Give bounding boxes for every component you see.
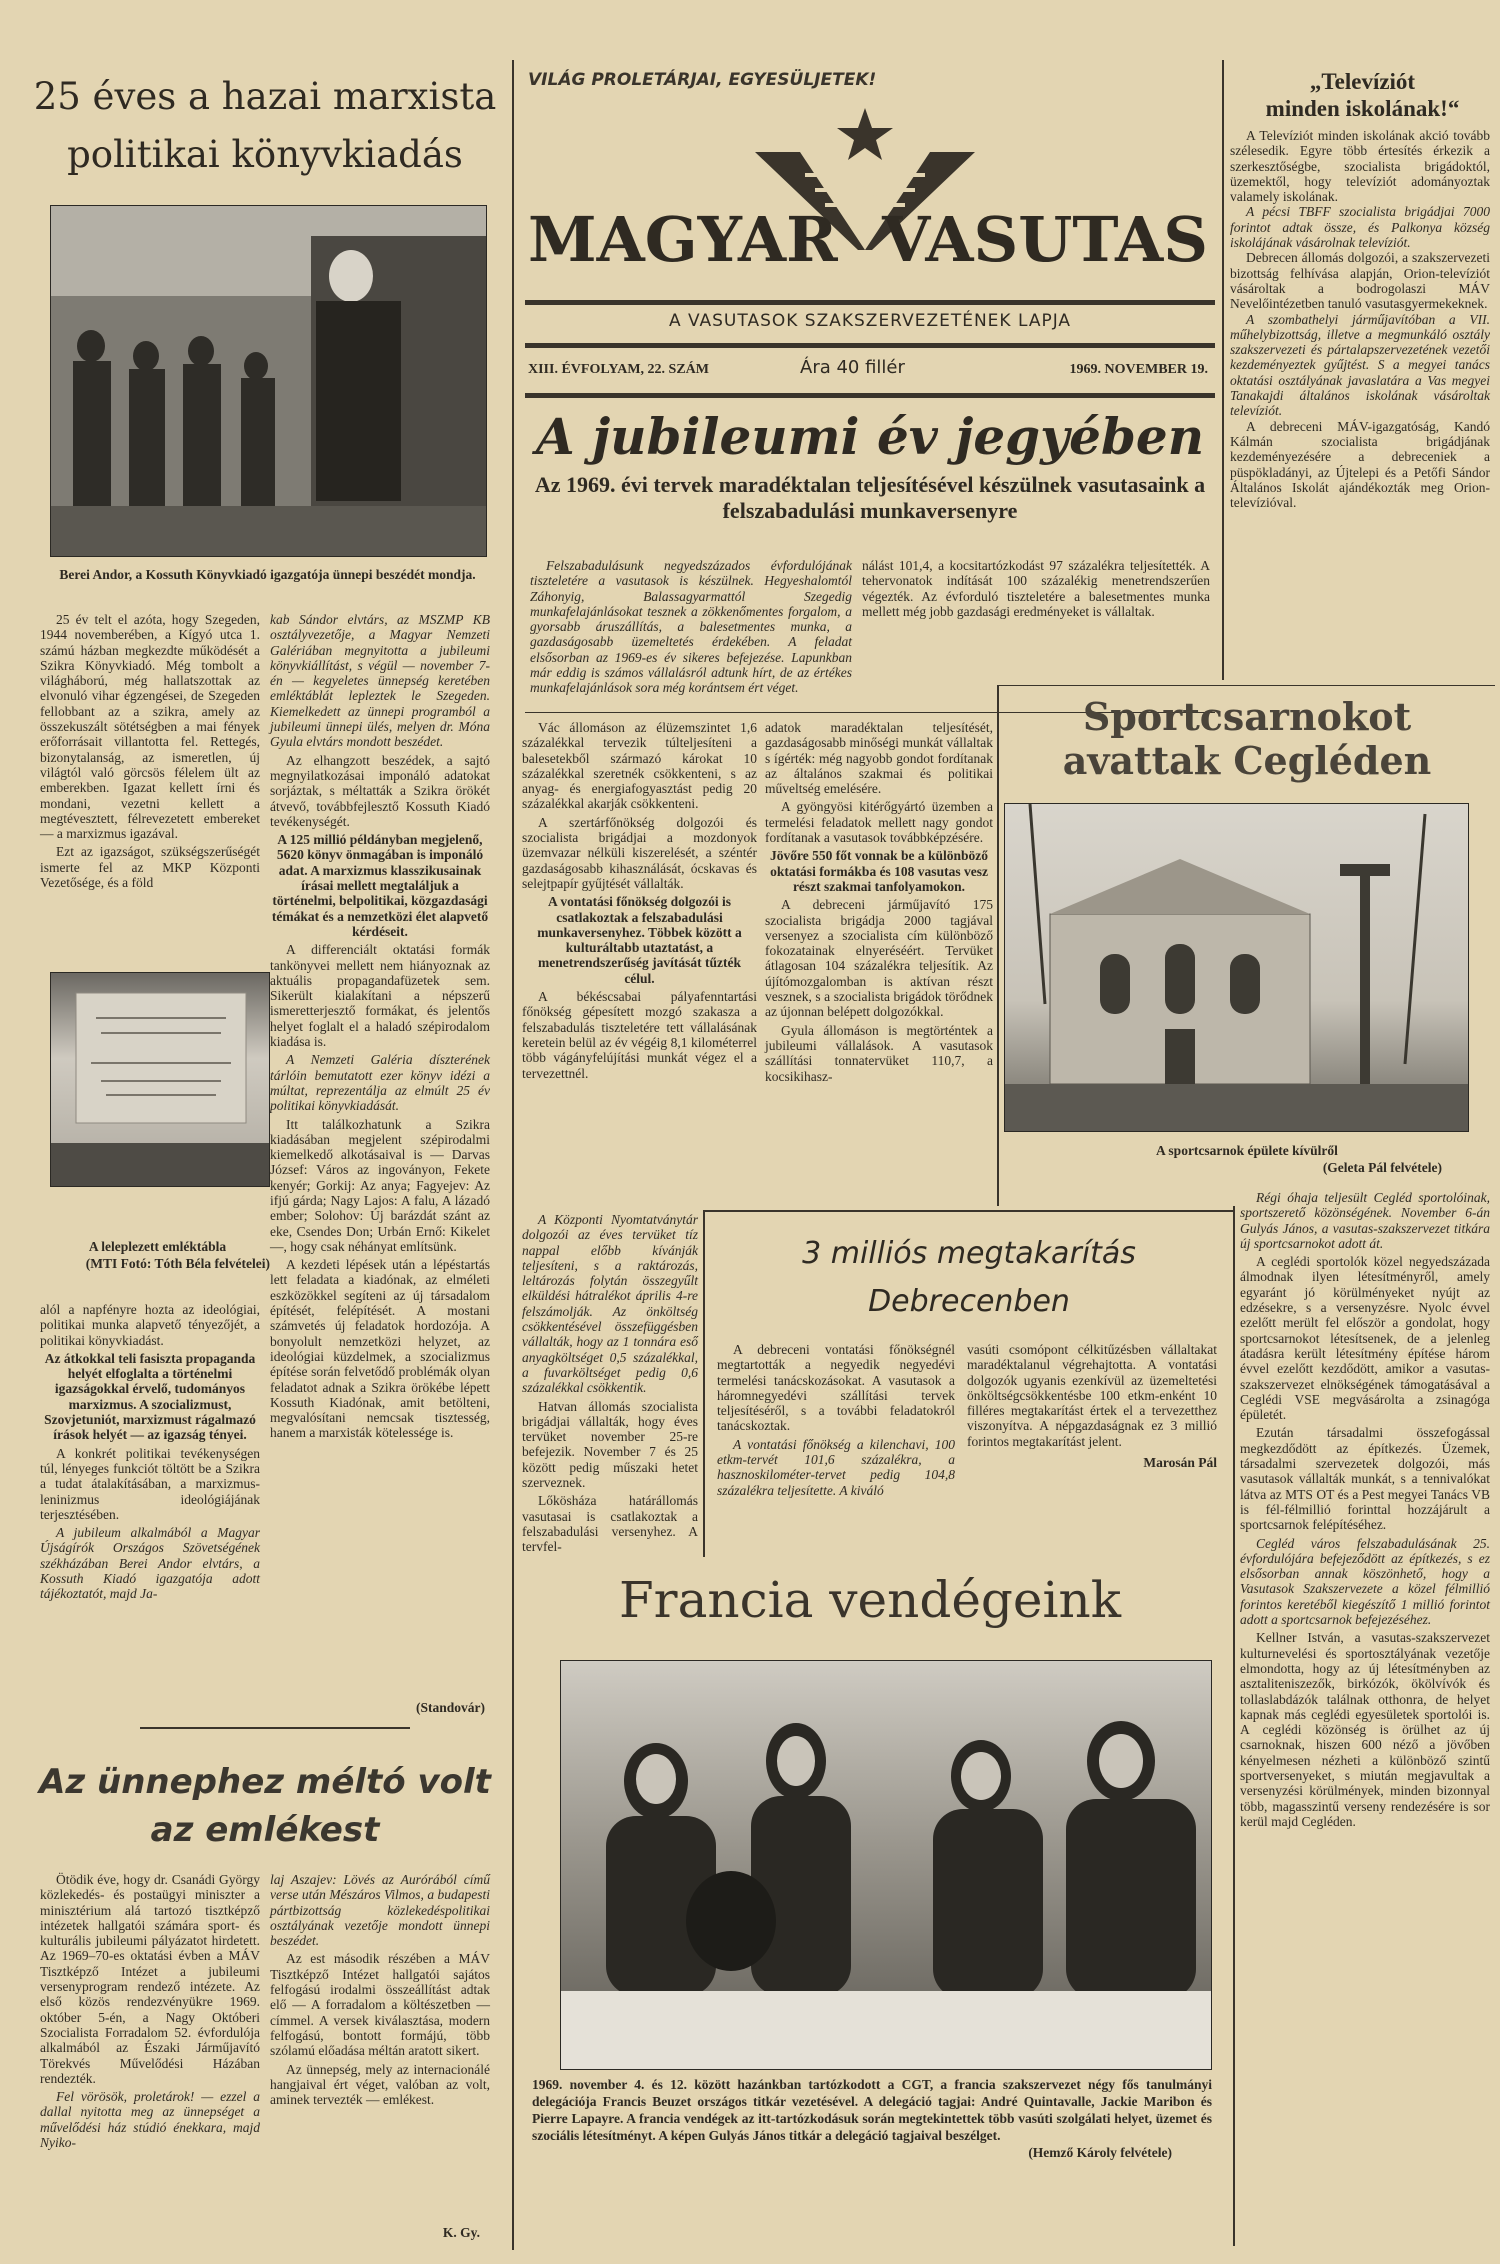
column-rule — [1233, 1206, 1235, 2246]
masthead-issue: XIII. ÉVFOLYAM, 22. SZÁM — [528, 362, 709, 377]
lead-intro-continued: nálást 101,4, a kocsitartózkodást 97 százalékra teljesítették. A tehervonatok indítását 100 százalékig menetrendszerűen végezték. Az évforduló tiszteletére a balesetmentes munka mellett még jobb gazdasági eredményeket is vállaltak. — [862, 558, 1210, 619]
paragraph: A pécsi TBFF szocialista brigádjai 7000 forintot adtak össze, és Palkonya község iskolájának vásárolnak televíziót. — [1230, 204, 1490, 251]
paragraph: Fel vörösök, proletárok! — ezzel a dallal nyitotta meg az ünnepséget a művelődési ház stúdió énekkara, majd Nyiko- — [40, 2089, 260, 2151]
headline-line: Az ünnephez méltó volt — [39, 1762, 491, 1802]
lead-column-b — [765, 720, 993, 1087]
lead-subhead: Az 1969. évi tervek maradéktalan teljesítésével készülnek vasutasaink a felszabadulási munkaversenyre — [534, 472, 1206, 523]
sports-hall-image — [1005, 804, 1468, 1131]
paragraph: A kezdeti lépések után a lépéstartás lett feladata a kiadónak, az elméleti eszközökkel segíteni az új társadalom építését, felépítését. A mostani számvetés új feladatok hordozója. A bonyolult nemzetközi helyzet, az ideológiai küzdelmek, a szocializmus építése során felvetődő problémák olyan feladatot adnak a Szikra örökébe lépett Kossuth Kiadónak, amit betölteni, megvalósítani nemcsak tisztesség, hanem a marxisták kötelessége is. — [270, 1257, 490, 1441]
paragraph: A differenciált oktatási formák tankönyvei mellett nem hiányoznak az aktuális propagandafüzetek sem. Sikerült kialakítani a népszerű ismeretterjesztő formákat, és jelentős helyet foglalt el a haladó szépirodalom kiadása is. — [270, 942, 490, 1050]
paragraph: A Nemzeti Galéria díszterének tárlóin bemutatott ezer könyv idézi a múltat, reprezentálja az elmúlt 25 év politikai könyvkiadását. — [270, 1052, 490, 1114]
savings-article-box — [703, 1210, 1235, 1557]
paragraph: A debreceni járműjavító 175 szocialista brigádja 2000 tagjával versenyez a szocialista cím különböző fokozatainak elnyeréséért. Tervüket átlagosan 104 százalékra teljesítik. Az újítómozgalomban is aktívan részt vesznek, s a szocialista brigádok törődnek az újonnan belépett dolgozókkal. — [765, 897, 993, 1020]
photo-credit: (Geleta Pál felvétele) — [1322, 1160, 1442, 1175]
sports-hall-caption — [1002, 1142, 1492, 1176]
headline-line: politikai könyvkiadás — [67, 133, 463, 176]
lead-intro: Felszabadulásunk negyedszázados évfordulójának tiszteletére a vasutasok is készülnek. Hegyeshalomtól Záhonyig, Balassagyarmattól Szegedig munkafelajánlásokat tesznek a zökkenőmentes forgalom, a gyorsabb áruszállítás, a balesetmentes munka, a gazdaságosabb üzemeltetés érdekében. A feladat elsősorban az 1969-es év sikeres befejezése. Lapunkban már eddig is számos vállalásról adtunk hírt, de az értékes munkafelajánlások sora még korántsem ért véget. — [530, 558, 852, 696]
paragraph: A konkrét politikai tevékenységen túl, lényeges funkciót töltött be a Szikra a tudat átalakításában, a marxizmus-leninizmus ideológiájának terjesztésében. — [40, 1445, 260, 1522]
left-article-signature: (Standovár) — [415, 1700, 485, 1715]
masthead-subtitle: A VASUTASOK SZAKSZERVEZETÉNEK LAPJA — [668, 311, 1072, 331]
signature: Marosán Pál — [1143, 1455, 1217, 1471]
paragraph: A debreceni MÁV-igazgatóság, Kandó Kálmán szocialista brigádjának kezdeményezésére a debreceniek a püspökladányi, az Újtelepi és a Petőfi Sándor Általános Iskolát ajándékozták meg Orion-televízióval. — [1230, 418, 1490, 511]
speech-photo-caption: Berei Andor, a Kossuth Könyvkiadó igazgatója ünnepi beszédét mondja. — [59, 567, 476, 582]
masthead-date: 1969. NOVEMBER 19. — [1069, 362, 1208, 377]
divider — [997, 685, 1495, 686]
sport-article-body — [1240, 1190, 1490, 1832]
paragraph: A szertárfőnökség dolgozói és szocialista brigádjai a mozdonyok üzemvazar nélküli kiszerelését, a széntér gazdaságosabb kihasználását, ócskavas és selejtpapír gyűjtését vállalták. — [522, 814, 757, 891]
masthead-price: Ára 40 fillér — [800, 357, 905, 378]
paragraph: Régi óhaja teljesült Cegléd sportolóinak, sportszerető közönségének. November 6-án Gulyás János, a vasutas-szakszervezet titkára új sportcsarnokot adott át. — [1240, 1190, 1490, 1251]
column-rule — [512, 60, 514, 2250]
left-article-column-b — [270, 612, 490, 1444]
caption-text: A sportcsarnok épülete kívülről — [1156, 1143, 1338, 1158]
paragraph: alól a napfényre hozta az ideológiai, politikai munka alapvető tényezőjét, a politikai könyvkiadást. — [40, 1302, 260, 1348]
delegation-photo-image — [561, 1661, 1211, 2069]
photo-credit: (Hemző Károly felvétele) — [1028, 2145, 1172, 2160]
masthead-rule — [525, 300, 1215, 305]
left-article-column-a-cont — [40, 1302, 260, 1605]
sports-hall-photo — [1004, 803, 1469, 1132]
memorial-plaque-photo — [50, 972, 270, 1187]
lead-column-a-cont — [522, 1212, 698, 1558]
paragraph: A Televíziót minden iskolának akció tovább szélesedik. Egyre több értesítés érkezik a szerkesztőségbe, szocialista brigádoktól, üzemektől, hogy televíziót adományoztak valamely iskolának. — [1230, 128, 1490, 205]
photo-credit: (MTI Fotó: Tóth Béla felvételei) — [85, 1256, 270, 1271]
plaque-image — [51, 973, 269, 1186]
paragraph: adatok maradéktalan teljesítését, gazdaságosabb minőségi munkát vállaltak s ígérték: még nagyobb gondot fordítanak az általános szakmai és politikai műveltség emelésére. — [765, 720, 993, 797]
paragraph: Hatvan állomás szocialista brigádjai vállalták, hogy éves tervüket november 25-re befejezik. November 7 és 25 között pedig műszaki hetet szerveznek. — [522, 1398, 698, 1491]
savings-column-b — [967, 1342, 1217, 1470]
paragraph: laj Aszajev: Lövés az Aurórából című verse után Mészáros Vilmos, a budapesti pártbizottság közlekedéspolitikai osztályának vezetője mondott ünnepi beszédet. — [270, 1872, 490, 1949]
paragraph: Jövőre 550 főt vonnak be a különböző oktatási formákba és 108 vasutas vesz részt szakmai tanfolyamokon. — [769, 848, 989, 894]
speech-photo — [50, 205, 487, 557]
left-article-column-a — [40, 612, 260, 893]
french-delegation-photo — [560, 1660, 1212, 2070]
paragraph: Gyula állomáson is megtörténtek a jubileumi vállalások. A vasutasok szállítási tonnatervüket 110,7, a kocsikihasz- — [765, 1022, 993, 1084]
memorial-headline — [30, 1758, 500, 1854]
paragraph: Vác állomáson az élüzemszintet 1,6 százalékkal tervezik túlteljesíteni a balesetekből származó károkat 10 százalékkal szeretnék csökkenteni, s az anyag- és energiafogyasztást pedig 20 százalékkal akarják csökkenteni. — [522, 720, 757, 812]
headline-line: „Televíziót — [1309, 69, 1416, 94]
paragraph: Ötödik éve, hogy dr. Csanádi György közlekedés- és postaügyi miniszter a minisztérium alá tartozó tisztképző intézetek hallgatói számára sport- és kulturális jubileumi pályázatot hirdetett. Az 1969–70-es oktatási évben a MÁV Tisztképző Intézet a jubileumi versenyprogram rendező intézete. Az első közös rendezvényükre 1969. október 5-én, a Nagy Októberi Szocialista Forradalom 52. évfordulója alkalmából az Északi Járműjavító Törekvés Művelődési Házában rendezték. — [40, 1872, 260, 2086]
paragraph: Az átkokkal teli fasiszta propaganda helyét elfoglalta a történelmi igazságokkal érvelő, tudományos marxizmus. A szocializmust, Szovjetuniót, marxizmust rágalmazó írások helyét — az igazság tényei. — [44, 1350, 256, 1443]
paragraph: A debreceni vontatási főnökségnél megtartották a negyedik negyedévi termelési tanácskozásokat. A vasutasok a háromnegyedévi szállítási tervek teljesítéséről, s a további feladatokról tanácskoztak. — [717, 1342, 955, 1434]
paragraph: A szombathelyi járműjavítóban a VII. műhelybizottság, illetve a megmunkáló osztály szakszervezeti és pártalapszervezetének vezetői kezdeményeztek gyűjtést. S a megyei tanács oktatási osztályának javaslatára a Vas megyei Tanakajdi általános iskolának vásároltak televíziót. — [1230, 311, 1490, 419]
paragraph: A vontatási főnökség dolgozói is csatlakoztak a felszabadulási munkaversenyhez. Többek között a kulturáltabb utaztatást, a menetrendszerűség javítását tűzték célul. — [537, 894, 742, 986]
column-rule — [997, 686, 999, 1206]
paragraph: Ezután társadalmi összefogással megkezdődött az építkezés. Üzemek, társadalmi szervezetek dolgozói, más vasutasok vállalták munkát, s a tennivalókat látva az MTS OT és a Pest megyei Tanács VB is fél-félmillió forinttal hozzájárult a sportcsarnok felépítéséhez. — [1240, 1425, 1490, 1533]
paragraph: Kellner István, a vasutas-szakszervezet kulturnevelési és sportosztályának vezetője elmondotta, hogy az új létesítményben az asztaliteniszezők, birkózók, ökölvívók és tollaslabdázók találnak otthonra, de helyet kapnak más ceglédi egyesületek sportolói is. A ceglédi közönség is örülhet az új csarnoknak, hiszen 600 néző a jövőben kényelmesen nézheti a különböző szintű sportversenyeket, s miután megjavultak a versenyzési körülmények, minden bizonnyal több, magasszintű verseny rendezésére is sor kerül majd Cegléden. — [1240, 1630, 1490, 1829]
paragraph: kab Sándor elvtárs, az MSZMP KB osztályvezetője, a Magyar Nemzeti Galériában megnyitotta a jubileumi könyvkiállítást, s végül — november 7-én — kegyeletes ünnepség keretében emléktáblát lepleztek le Szegeden. Kiemelkedett az ünnepi programból a jubileumi ünnepi ülés, melyen dr. Móna Gyula elvtárs mondott beszédet. — [270, 612, 490, 750]
masthead-slogan: VILÁG PROLETÁRJAI, EGYESÜLJETEK! — [528, 70, 877, 90]
title-right: VASUTAS — [882, 203, 1208, 276]
headline-line: avattak Cegléden — [1062, 738, 1432, 783]
title-left: MAGYAR — [528, 203, 838, 276]
paragraph: vasúti csomópont célkitűzésben vállaltakat maradéktalanul végrehajtotta. A vontatási dolgozók ugyanis ezenkívül az üzemeltetési önköltségcsökkentésbe 100 etkm-enként 10 filléres megtakarítást értek el a tervezetthez viszonyítva. A népgazdaságnak ez 3 millió forintos megtakarítást jelent. — [967, 1342, 1217, 1449]
paragraph: Az elhangzott beszédek, a sajtó megnyilatkozásai imponáló adatokat sorjáztak, s méltatták a Szikra örökét átvevő, továbbfejlesztő Kossuth Kiadó tevékenységét. — [270, 752, 490, 829]
masthead-rule — [525, 393, 1215, 398]
left-article-headline — [30, 68, 500, 184]
tv-headline — [1230, 68, 1495, 122]
sport-headline — [1002, 695, 1492, 783]
headline-line: Debrecenben — [868, 1284, 1070, 1319]
lead-column-a — [522, 720, 757, 1084]
masthead-title — [528, 200, 1208, 280]
memorial-signature: K. Gy. — [442, 2225, 480, 2240]
paragraph: A jubileum alkalmából a Magyar Újságírók Országos Szövetségének székházában Berei Andor elvtárs, a Kossuth Kiadó igazgatója adott tájékoztatót, majd Ja- — [40, 1525, 260, 1602]
masthead-rule — [525, 343, 1215, 348]
paragraph: A ceglédi sportolók közel negyedszázada álmodnak ilyen létesítményről, amely egyaránt jó körülményeket nyújt az edzésekre, s a versenyzésre. Nyolc évvel ezelőtt merült fel először a gondolat, hogy sportcsarnokot létesítsenek, de a jelenleg átadásra került létesítmény építése három évvel ezelőtt kezdődött, amikor a vasutas-szakszervezet elnökségének támogatásával a Ceglédi VSE megvásárolta a zsinagóga épületét. — [1240, 1254, 1490, 1423]
tv-article-body — [1230, 128, 1490, 510]
paragraph: Cegléd város felszabadulásának 25. évfordulójára befejeződött az építkezés, s ez elsősorban annak köszönhető, hogy a Vasutasok Szakszervezete a közel félmillió forintos keretéből kiegészítő 1 millió forintot adott a sportcsarnok befejezéséhez. — [1240, 1535, 1490, 1628]
paragraph: 25 év telt el azóta, hogy Szegeden, 1944 novemberében, a Kígyó utca 1. számú házban megkezdte működését a Szikra Könyvkiadó. Még tombolt a világháború, még hallatszottak az elvonuló vihar égzengései, de Szegeden fellobbant az a szikra, amely az összekuszált sötétségben a mai fények erőforrásait villantotta fel. Rettegés, bizonytalanság, az ismeretlen, új világtól való görcsös félelem ült az emberekben. Igazat kellett írni és mondani, vezetni kellett a megtévesztett, félrevezetett embereket — a marxizmus igazával. — [40, 612, 260, 842]
paragraph: Lőkösháza határállomás vasutasai is csatlakoztak a felszabadulási versenyhez. A tervfel- — [522, 1493, 698, 1555]
memorial-column-b — [270, 1872, 490, 2110]
divider — [140, 1727, 410, 1729]
caption-text: 1969. november 4. és 12. között hazánkban tartózkodott a CGT, a francia szakszervezet négy fős tanulmányi delegációja Francis Beuzet országos titkár vezetésével. A delegáció tagjai: André Quintavalle, Jackie Maribon és Pierre Lapayre. A francia vendégek az itt-tartózkodásuk során megtekintettek több vasúti szolgálati helyet, üzemet és szociális létesítményt. A képen Gulyás János titkár a delegáció tagjaival beszélget. — [532, 2077, 1212, 2143]
lead-headline: A jubileumi év jegyében — [535, 407, 1205, 466]
plaque-caption — [45, 1238, 270, 1272]
savings-headline — [705, 1230, 1233, 1326]
french-headline: Francia vendégeink — [618, 1571, 1122, 1629]
paragraph: Az est második részében a MÁV Tisztképző Intézet hallgatói sajátos felfogású irodalmi összeállítást adtak elő — A forradalom a költészetben — címmel. A versek kiválasztása, modern felfogású, bontott formájú, több szólamú előadása méltán aratott sikert. — [270, 1951, 490, 2059]
memorial-column-a — [40, 1872, 260, 2153]
paragraph: A gyöngyösi kitérőgyártó üzemben a termelési feladatok mellett nagy gondot fordítanak a vasutasok továbbképzésére. — [765, 799, 993, 846]
paragraph: Ezt az igazságot, szükségszerűségét ismerte fel az MKP Központi Vezetősége, és a föld — [40, 844, 260, 891]
paragraph: A vontatási főnökség a kilenchavi, 100 etkm-tervét 101,6 százalékra, a hasznoskilométer-tervet pedig 104,8 százalékra teljesítette. A kiváló — [717, 1436, 955, 1498]
savings-column-a — [717, 1342, 955, 1501]
speech-photo-image — [51, 206, 486, 556]
paragraph: A Központi Nyomtatványtár dolgozói az éves tervüket tíz nappal előbb kívánják teljesíteni, s a raktározás, leltározás folytán összegyűlt elküldési hátralékot április 4-re felszámolják. Az önköltség csökkentésével összefüggésben vállalták, hogy az 1 tonnára eső anyagköltséget 0,5 százalékkal, a fuvarköltséget pedig 0,6 százalékkal csökkentik. — [522, 1212, 698, 1396]
headline-line: 25 éves a hazai marxista — [33, 75, 497, 118]
headline-line: az emlékest — [150, 1810, 380, 1850]
paragraph: Debrecen állomás dolgozói, a szakszervezeti bizottság felhívása alapján, Orion-televíziót vásároltak a bodrogolaszi MÁV Nevelőintézetben tanuló vasutasgyermekeknek. — [1230, 250, 1490, 312]
paragraph: Az ünnepség, mely az internacionálé hangjaival ért véget, valóban az volt, aminek tervezték — emlékest. — [270, 2061, 490, 2108]
headline-line: minden iskolának!“ — [1265, 96, 1460, 121]
column-rule — [1222, 60, 1224, 680]
caption-text: A leleplezett emléktábla — [88, 1239, 227, 1254]
paragraph: A békéscsabai pályafenntartási főnökség gépesített mozgó szakasza a felszabadulás tiszteletére tett vállalásának keretein belül az év végéig 8,1 kilométerrel több vágányfelújítási munkát végez el a tervezettnél. — [522, 989, 757, 1081]
paragraph: A 125 millió példányban megjelenő, 5620 könyv önmagában is imponáló adat. A marxizmus klasszikusainak írásai mellett megtaláljuk a történelmi, belpolitikai, közgazdasági témákat és a nemzetközi élet alapvető kérdéseit. — [271, 832, 489, 939]
headline-line: 3 milliós megtakarítás — [802, 1236, 1136, 1271]
headline-line: Sportcsarnokot — [1082, 694, 1412, 739]
french-photo-caption — [532, 2076, 1212, 2161]
paragraph: Itt találkozhatunk a Szikra kiadásában megjelent szépirodalmi kiemelkedő alkotásaival is — Darvas József: Város az ingoványon, Fekete kenyér; Gorkij: Az anya; Fagyejev: Az ifjú gárda; Nagy Lajos: A falu, A lázadó ember; Solohov: Új barázdát szánt az eke, Csendes Don; Urbán Ernő: Kikelet —, hogy csak néhányat említsünk. — [270, 1116, 490, 1254]
